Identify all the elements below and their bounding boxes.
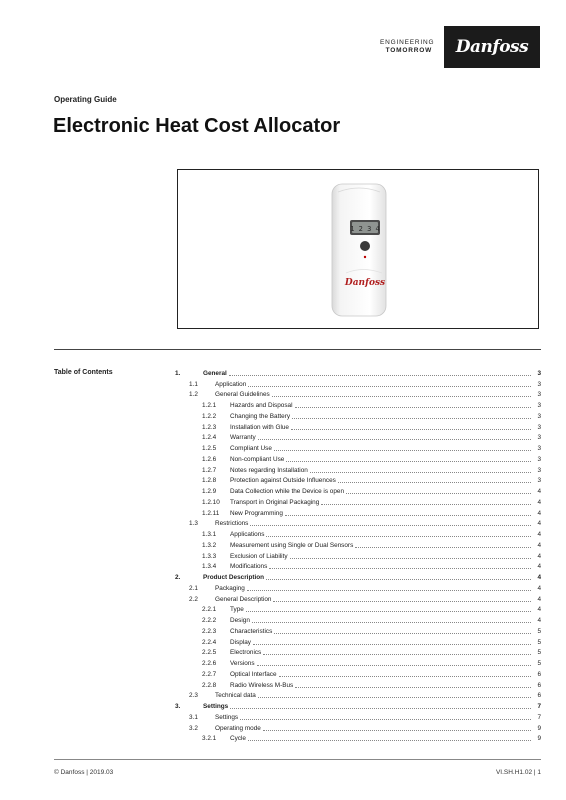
toc-entry-page: 4 [537,563,541,571]
toc-entry[interactable] [175,625,541,636]
toc-leader-dots [295,686,531,688]
toc-leader-dots [310,471,531,473]
toc-entry-number: 1.3.1 [202,531,217,538]
toc-entry-number: 1.1 [189,380,198,388]
toc-leader-dots [269,567,531,569]
toc-entry-title: Application [215,380,247,388]
toc-entry[interactable] [175,647,541,658]
toc-entry-number: 1.2.1 [202,402,217,409]
toc-leader-dots [321,503,531,505]
toc-entry[interactable] [175,700,541,711]
toc-leader-dots [291,428,531,430]
heat-cost-allocator-image [178,170,538,328]
toc-entry[interactable] [175,668,541,679]
toc-entry-number: 1.2.7 [202,466,217,474]
toc-entry[interactable] [175,453,541,464]
toc-leader-dots [230,707,531,709]
toc-entry-number: 1.2.4 [202,434,217,442]
toc-entry-number: 2.1 [189,584,198,592]
toc-entry[interactable] [175,679,541,690]
toc-entry-title: Versions [230,660,255,667]
lcd-digits: 1 2 3 4 [350,225,380,233]
toc-entry[interactable] [175,507,541,518]
toc-entry-title: Settings [215,713,239,721]
toc-entry-number: 2. [175,574,181,581]
toc-entry-number: 2.2 [189,595,198,603]
toc-entry-number: 1.2.10 [202,498,220,506]
toc-entry-number: 1.3 [189,520,198,528]
toc-entry-number: 1.3.2 [202,541,217,549]
toc-entry-title: Display [230,638,251,646]
toc-entry-number: 1.2.5 [202,445,217,452]
toc-entry[interactable] [175,711,541,722]
toc-entry-page: 5 [537,649,541,657]
toc-leader-dots [338,481,531,483]
toc-entry-page: 4 [537,617,541,624]
toc-entry-title: New Programming [230,509,283,517]
toc-entry-page: 3 [537,477,541,485]
logo-text: Danfoss [455,37,529,57]
toc-entry-page: 7 [537,703,541,710]
toc-entry-number: 1.2.11 [202,509,220,517]
toc-entry-page: 3 [537,434,541,442]
toc-entry-number: 1.2 [189,391,198,399]
toc-entry-page: 4 [537,488,541,495]
toc-entry-page: 5 [537,638,541,646]
toc-leader-dots [292,417,531,419]
toc-leader-dots [258,438,531,440]
toc-entry-title: Protection against Outside Influences [230,477,336,485]
toc-entry-number: 1.2.3 [202,423,217,431]
toc-entry-number: 2.2.4 [202,638,217,646]
toc-entry-page: 4 [537,552,541,560]
toc-entry-page: 6 [537,670,541,678]
toc-leader-dots [274,632,531,634]
toc-leader-dots [286,460,531,462]
toc-entry-number: 3.2.1 [202,735,217,743]
toc-entry-page: 4 [537,584,541,592]
toc-leader-dots [274,449,531,451]
toc-entry-title: Product Description [203,574,265,581]
toc-entry[interactable] [175,528,541,539]
toc-entry-page: 5 [537,627,541,635]
toc-entry-title: Packaging [215,584,245,592]
toc-entry[interactable] [175,464,541,475]
toc-entry[interactable] [175,475,541,486]
toc-leader-dots [263,653,531,655]
toc-entry-page: 9 [537,724,541,732]
footer-copyright: © Danfoss | 2019.03 [54,769,114,776]
toc-entry-page: 3 [537,455,541,463]
toc-leader-dots [257,664,531,666]
footer-doc-id: VI.SH.H1.02 | 1 [495,769,541,776]
toc-entry-number: 1.2.9 [202,488,217,495]
toc-leader-dots [252,621,531,623]
toc-entry-title: Non-compliant Use [230,455,285,463]
tagline-line-2: TOMORROW [385,47,432,54]
toc-entry-page: 4 [537,606,541,614]
toc-leader-dots [253,643,531,645]
toc-entry-number: 2.2.2 [202,617,217,624]
toc-entry-page: 4 [537,574,541,581]
toc-entry[interactable] [175,432,541,443]
toc-leader-dots [273,600,531,602]
toc-entry-number: 2.2.7 [202,670,217,678]
toc-entry-page: 4 [537,498,541,506]
toc-entry[interactable] [175,421,541,432]
toc-entry-title: Optical Interface [230,670,277,678]
page-title: Electronic Heat Cost Allocator [53,115,341,137]
toc-entry[interactable] [175,399,541,410]
toc-entry[interactable] [175,593,541,604]
toc-leader-dots [279,675,531,677]
toc-entry-page: 4 [537,595,541,603]
toc-entry[interactable] [175,636,541,647]
toc-leader-dots [240,718,531,720]
toc-entry-title: General Guidelines [215,391,270,399]
toc-entry-page: 3 [537,412,541,420]
danfoss-logo [444,26,540,68]
toc-leader-dots [295,406,531,408]
toc-leader-dots [266,578,531,580]
toc-entry[interactable] [175,604,541,615]
toc-entry-number: 2.2.8 [202,681,217,689]
toc-entry-page: 7 [537,713,541,721]
toc-entry[interactable] [175,378,541,389]
toc-leader-dots [290,557,531,559]
toc-entry-title: General [203,369,227,377]
toc-entry-title: Transport in Original Packaging [230,498,320,506]
table-of-contents [175,367,541,743]
toc-entry[interactable] [175,582,541,593]
toc-leader-dots [266,535,531,537]
toc-entry-number: 2.3 [189,692,198,700]
toc-entry-number: 1.2.8 [202,477,217,485]
toc-entry-title: Technical data [215,692,256,700]
toc-leader-dots [258,696,531,698]
toc-entry-title: Warranty [230,434,256,442]
toc-entry-title: Radio Wireless M-Bus [230,681,294,689]
toc-entry[interactable] [175,539,541,550]
toc-entry-number: 3.2 [189,724,198,732]
toc-leader-dots [263,729,531,731]
divider-top [54,349,541,350]
toc-entry-title: Notes regarding Installation [230,466,308,474]
toc-leader-dots [246,610,531,612]
toc-entry-title: Design [230,617,250,624]
toc-entry-page: 3 [537,391,541,399]
toc-entry-title: Restrictions [215,520,249,528]
toc-entry-page: 6 [537,681,541,689]
toc-entry-number: 1.2.6 [202,455,217,463]
toc-entry-number: 2.2.3 [202,627,217,635]
device-logo: Danfoss [344,278,386,288]
toc-entry-number: 1.3.3 [202,552,217,560]
toc-entry-number: 1.2.2 [202,412,217,420]
product-photo [177,169,539,329]
toc-entry-page: 3 [537,466,541,474]
toc-entry-title: Compliant Use [230,445,272,452]
toc-entry-number: 2.2.6 [202,660,217,667]
toc-entry[interactable] [175,550,541,561]
toc-entry-page: 3 [537,445,541,452]
toc-entry-title: Operating mode [215,724,261,732]
toc-entry[interactable] [175,690,541,701]
toc-entry-page: 4 [537,509,541,517]
toc-entry-number: 2.2.1 [202,606,217,614]
toc-leader-dots [355,546,531,548]
toc-entry-number: 1.3.4 [202,563,217,571]
toc-entry-page: 4 [537,541,541,549]
toc-entry-number: 3. [175,703,181,710]
toc-entry[interactable] [175,410,541,421]
toc-leader-dots [272,395,531,397]
toc-leader-dots [247,589,531,591]
toc-entry-number: 2.2.5 [202,649,217,657]
toc-entry-number: 3.1 [189,713,198,721]
toc-entry-title: Cycle [230,735,246,743]
toc-entry-page: 3 [537,402,541,409]
toc-entry[interactable] [175,657,541,668]
toc-entry-number: 1. [175,369,181,377]
toc-entry[interactable] [175,561,541,572]
toc-entry-title: Characteristics [230,627,273,635]
toc-entry-title: General Description [215,595,272,603]
toc-leader-dots [248,739,531,741]
tagline-line-1: ENGINEERING [380,39,435,46]
toc-entry-title: Modifications [230,563,268,571]
toc-leader-dots [346,492,531,494]
toc-entry-page: 5 [537,660,541,667]
toc-entry[interactable] [175,614,541,625]
divider-bottom [54,759,541,760]
toc-entry-title: Electronics [230,649,262,657]
toc-entry-page: 4 [537,531,541,538]
toc-entry-page: 3 [537,369,541,377]
brand-tagline [380,39,435,55]
toc-entry[interactable] [175,485,541,496]
toc-entry-title: Measurement using Single or Dual Sensors [230,541,354,549]
toc-entry[interactable] [175,442,541,453]
toc-entry-title: Type [230,606,244,614]
toc-entry-title: Exclusion of Liability [230,552,288,560]
document-type: Operating Guide [54,95,117,104]
toc-entry[interactable] [175,571,541,582]
toc-entry[interactable] [175,733,541,744]
toc-leader-dots [229,374,531,376]
toc-entry[interactable] [175,518,541,529]
toc-entry-page: 3 [537,423,541,431]
toc-entry-page: 9 [537,735,541,743]
toc-leader-dots [250,524,531,526]
toc-entry-page: 3 [537,380,541,388]
toc-leader-dots [248,385,531,387]
toc-leader-dots [285,514,531,516]
toc-entry-title: Settings [203,703,229,710]
toc-entry-title: Applications [230,531,265,538]
toc-entry[interactable] [175,389,541,400]
toc-entry[interactable] [175,367,541,378]
toc-entry-page: 4 [537,520,541,528]
toc-entry-page: 6 [537,692,541,700]
toc-entry[interactable] [175,496,541,507]
toc-entry-title: Installation with Glue [230,423,289,431]
toc-entry[interactable] [175,722,541,733]
toc-heading: Table of Contents [54,369,113,376]
toc-entry-title: Data Collection while the Device is open [230,488,345,495]
toc-entry-title: Changing the Battery [230,412,291,420]
toc-entry-title: Hazards and Disposal [230,402,293,409]
